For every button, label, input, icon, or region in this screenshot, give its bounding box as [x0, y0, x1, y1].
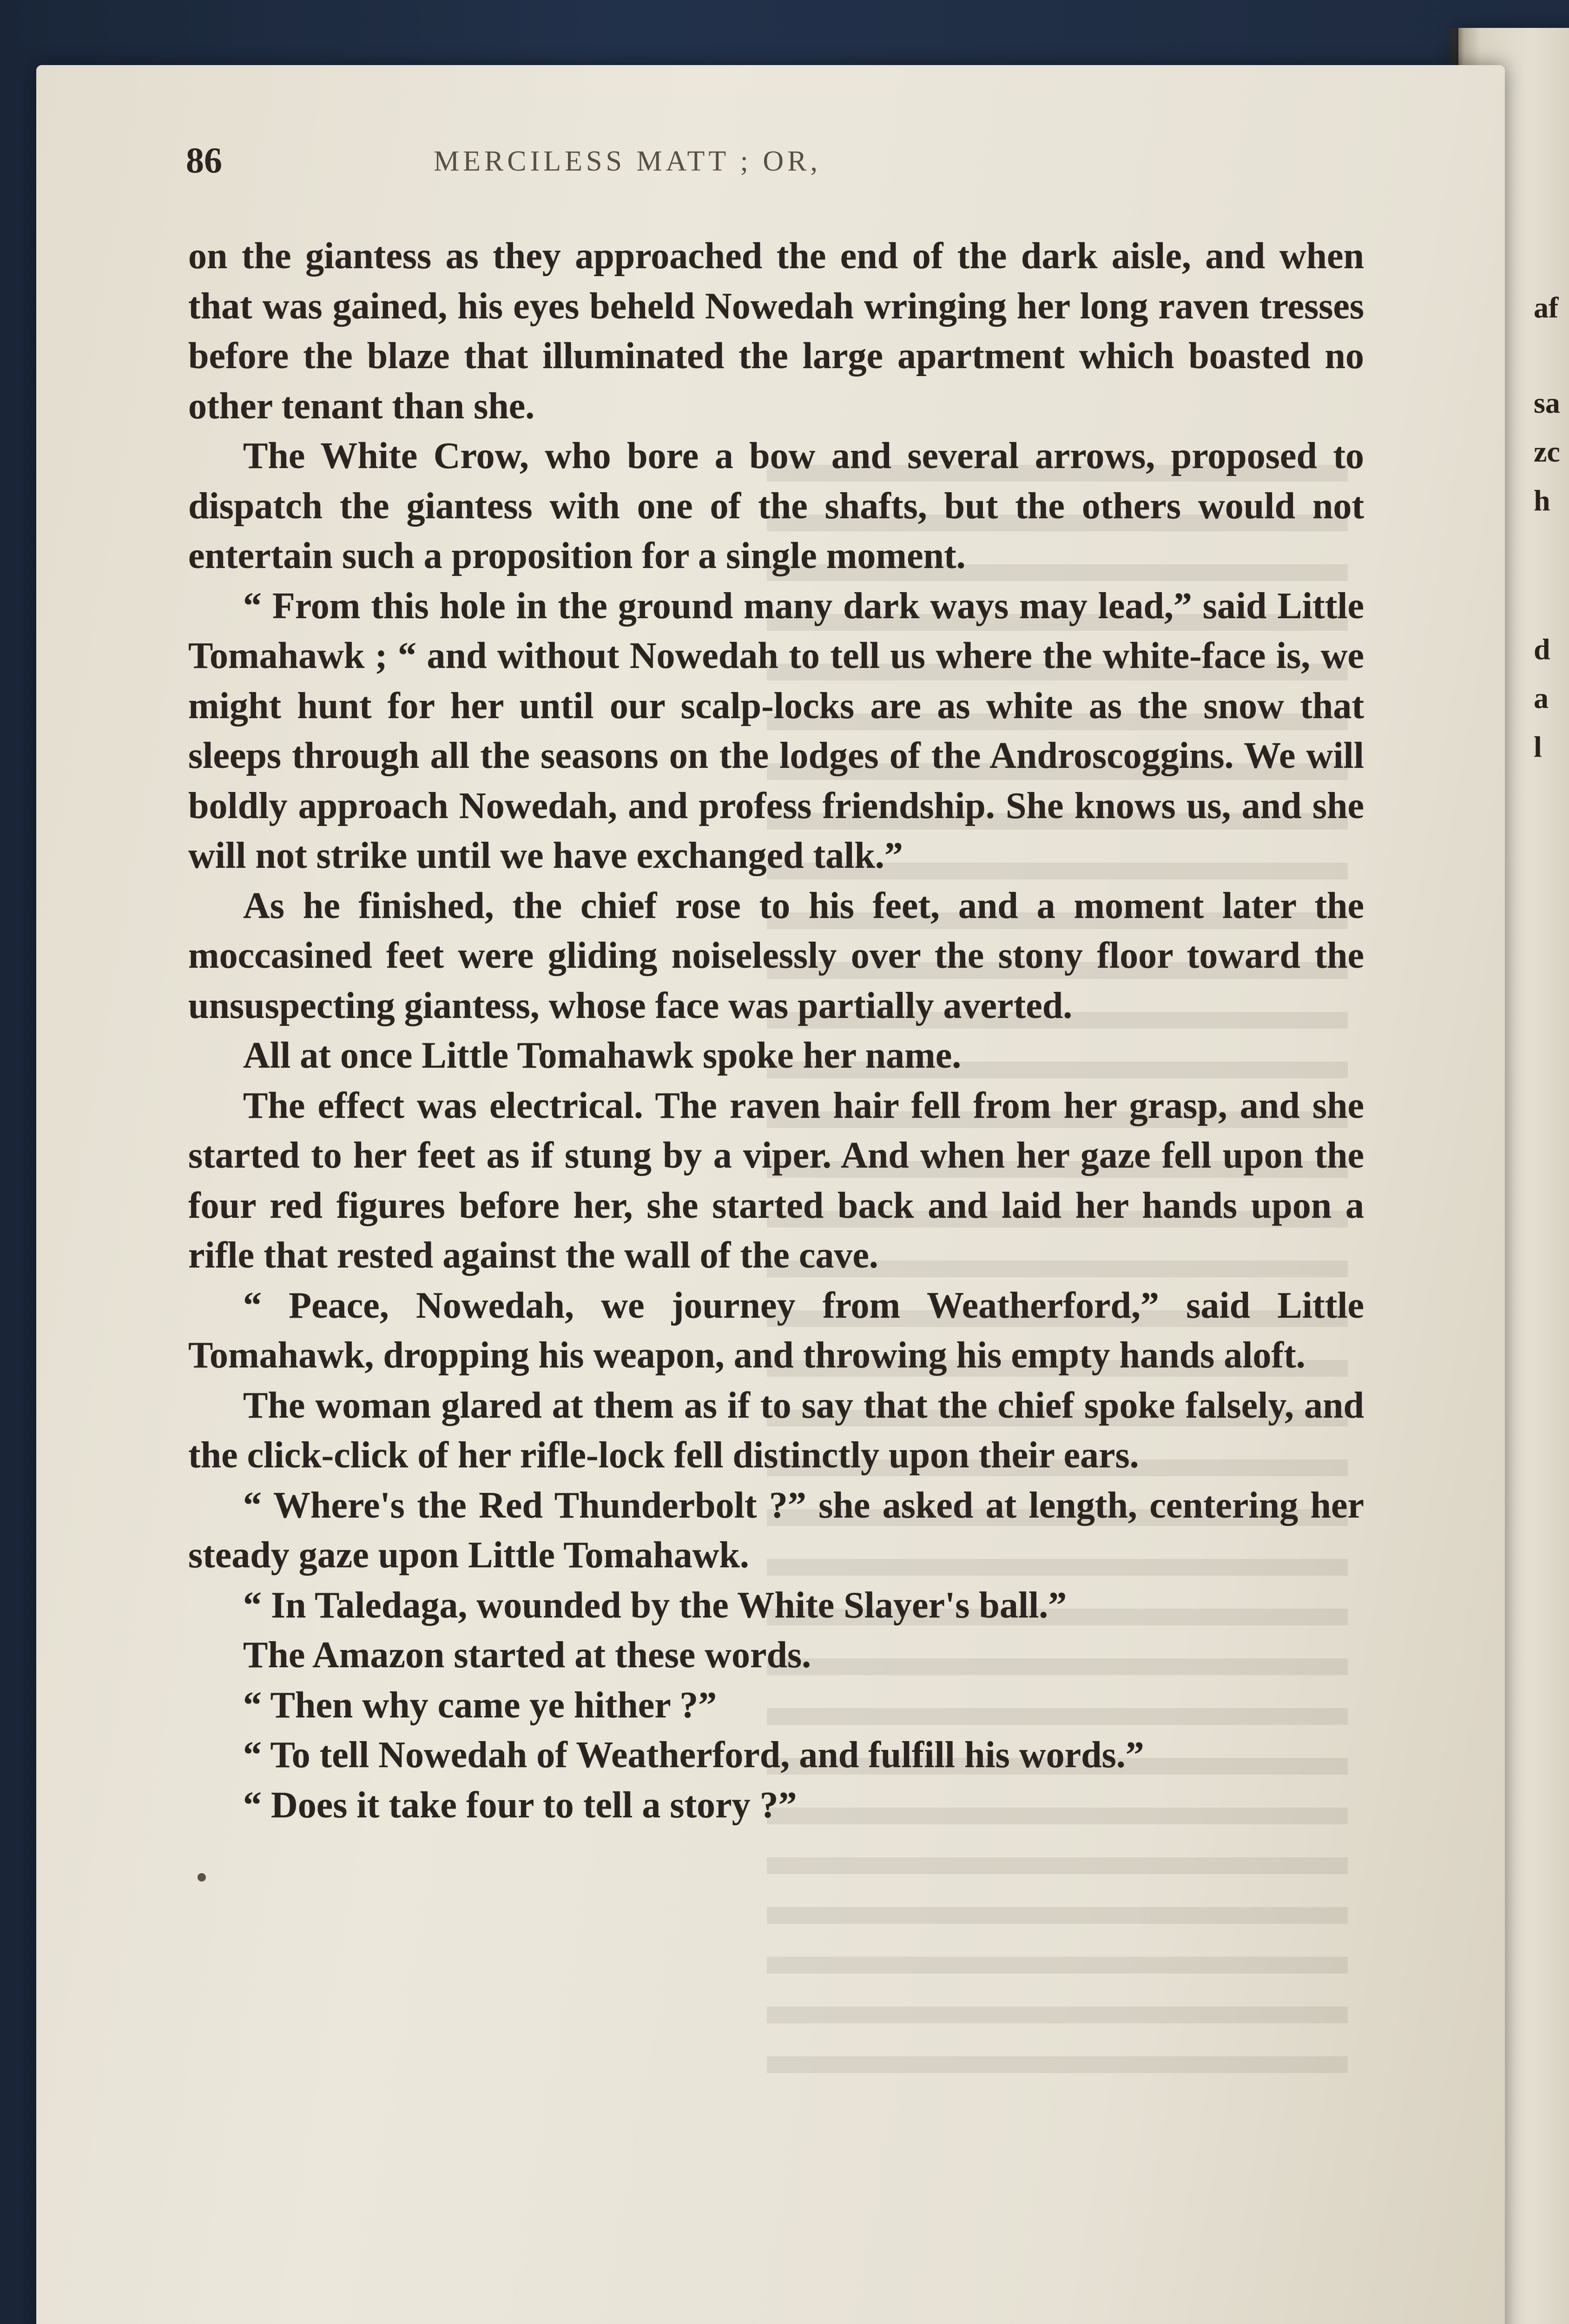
paragraph: As he finished, the chief rose to his feet, and a moment later the moccasined feet were gliding noiselessly over the stony floor toward the unsuspecting giantess, whose face was partially averted. — [188, 885, 1364, 1026]
paragraph: The woman glared at them as if to say that the chief spoke falsely, and the click-click of her rifle-lock fell distinctly upon their ears. — [188, 1385, 1364, 1476]
paragraph: The White Crow, who bore a bow and several arrows, proposed to dispatch the giantess with one of the shafts, but the others would not entertain such a proposition for a single moment. — [188, 436, 1364, 576]
facing-page-fragment: zc — [1534, 435, 1560, 468]
page-number: 86 — [186, 140, 222, 180]
facing-page-fragment: a — [1534, 681, 1549, 714]
paragraph: “ Does it take four to tell a story ?” — [243, 1784, 797, 1826]
ink-speck — [198, 1873, 206, 1882]
paragraph: “ In Taledaga, wounded by the White Slayer's ball.” — [243, 1585, 1067, 1626]
facing-page-fragment: d — [1534, 633, 1550, 666]
paragraph: “ Then why came ye hither ?” — [243, 1684, 717, 1726]
paragraph: All at once Little Tomahawk spoke her name. — [243, 1035, 962, 1076]
paragraph: on the giantess as they approached the end of the dark aisle, and when that was gained, his eyes beheld Nowedah wringing her long raven tresses before the blaze that illuminated the large apartment which boasted no other tenant than she. — [188, 236, 1364, 427]
facing-page-fragment: af — [1534, 291, 1559, 324]
facing-page-fragment: l — [1534, 730, 1542, 763]
paragraph: “ To tell Nowedah of Weatherford, and fulfill his words.” — [243, 1735, 1144, 1776]
paragraph: “ Where's the Red Thunderbolt ?” she asked at length, centering her steady gaze upon Little Tomahawk. — [188, 1485, 1364, 1576]
paragraph: “ From this hole in the ground many dark ways may lead,” said Little Tomahawk ; “ and without Nowedah to tell us where the white-face is, we might hunt for her until our scalp-locks are as white as the snow that sleeps through all the seasons on the lodges of the Androscoggins. We will boldly approach Nowedah, and profess friendship. She knows us, and she will not strike until we have exchanged talk.” — [188, 585, 1364, 876]
paragraph: The Amazon started at these words. — [243, 1635, 811, 1676]
facing-page-fragment: h — [1534, 484, 1550, 517]
running-head: MERCILESS MATT ; OR, — [433, 145, 822, 177]
paragraph: The effect was electrical. The raven hair fell from her grasp, and she started to her feet as if stung by a viper. And when her gaze fell upon the four red figures before her, she started back and laid her hands upon a rifle that rested against the wall of the cave. — [188, 1085, 1364, 1276]
paragraph: “ Peace, Nowedah, we journey from Weatherford,” said Little Tomahawk, dropping his weapon, and throwing his empty hands aloft. — [188, 1285, 1364, 1376]
body-text — [188, 231, 1364, 1830]
facing-page-fragment: sa — [1534, 386, 1560, 419]
